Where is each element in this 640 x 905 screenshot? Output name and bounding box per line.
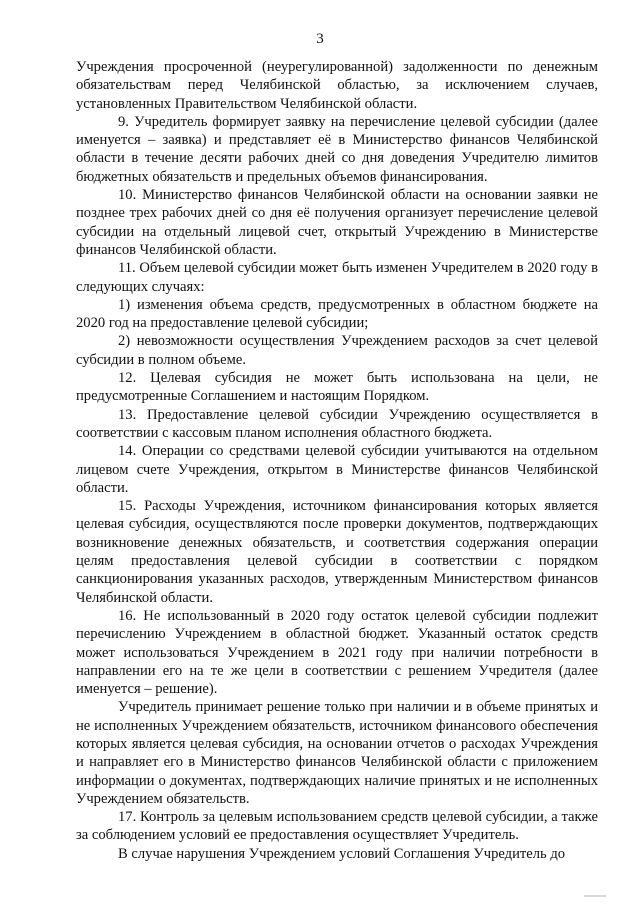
scan-artifact-mark xyxy=(584,895,606,897)
paragraph-item-17: 17. Контроль за целевым использованием средств целевой субсидии, а также за соблюдением условий ее предоставления осуществляет Учредитель. xyxy=(76,809,598,844)
paragraph-item-16: 16. Не использованный в 2020 году остаток целевой субсидии подлежит перечислению Учреждением в областной бюджет. Указанный остаток средств может использоваться Учреждением в 2021 году при наличии потребности в направлении его на те же цели в соответствии с решением Учредителя (далее именуется – решение). xyxy=(76,607,598,698)
page-number: 3 xyxy=(316,31,324,47)
paragraph-item-11-sub-2: 2) невозможности осуществления Учреждением расходов за счет целевой субсидии в полном объеме. xyxy=(76,333,598,368)
paragraph-item-12: 12. Целевая субсидия не может быть использована на цели, не предусмотренные Соглашением и настоящим Порядком. xyxy=(76,370,598,405)
paragraph-item-16-decision: Учредитель принимает решение только при наличии и в объеме принятых и не исполненных Учреждением обязательств, источником финансового обеспечения которых является целевая субсидия, на основании отчетов о расходах Учреждения и направляет его в Министерство финансов Челябинской области с приложением информации о документах, подтверждающих наличие принятых и не исполненных Учреждением обязательств. xyxy=(76,699,598,807)
paragraph-item-11-sub-1: 1) изменения объема средств, предусмотренных в областном бюджете на 2020 год на предоставление целевой субсидии; xyxy=(76,296,598,332)
paragraph-item-9: 9. Учредитель формирует заявку на перечисление целевой субсидии (далее именуется – заявка) и представляет её в Министерство финансов Челябинской области в течение десяти рабочих дней со дня доведения Учредителю лимитов бюджетных обязательств и предельных объемов финансирования. xyxy=(76,113,598,185)
document-body xyxy=(76,58,598,863)
paragraph-item-11: 11. Объем целевой субсидии может быть изменен Учредителем в 2020 году в следующих случаях: xyxy=(76,260,598,295)
paragraph-item-17-violation: В случае нарушения Учреждением условий Соглашения Учредитель до xyxy=(118,845,566,862)
paragraph-item-14: 14. Операции со средствами целевой субсидии учитываются на отдельном лицевом счете Учреждения, открытом в Министерстве финансов Челябинской области. xyxy=(76,443,598,496)
paragraph-item-13: 13. Предоставление целевой субсидии Учреждению осуществляется в соответствии с кассовым планом исполнения областного бюджета. xyxy=(76,406,598,441)
paragraph-continuation: Учреждения просроченной (неурегулированной) задолженности по денежным обязательствам перед Челябинской областью, за исключением случаев, установленных Правительством Челябинской области. xyxy=(76,59,598,112)
paragraph-item-15: 15. Расходы Учреждения, источником финансирования которых является целевая субсидия, осуществляются после проверки документов, подтверждающих возникновение денежных обязательств, и соответствия содержания операции целям предоставления целевой субсидии в соответствии с порядком санкционирования указанных расходов, утвержденным Министерством финансов Челябинской области. xyxy=(76,498,598,606)
paragraph-item-10: 10. Министерство финансов Челябинской области на основании заявки не позднее трех рабочих дней со дня её получения организует перечисление целевой субсидии на отдельный лицевой счет, открытый Учреждению в Министерстве финансов Челябинской области. xyxy=(76,187,598,258)
